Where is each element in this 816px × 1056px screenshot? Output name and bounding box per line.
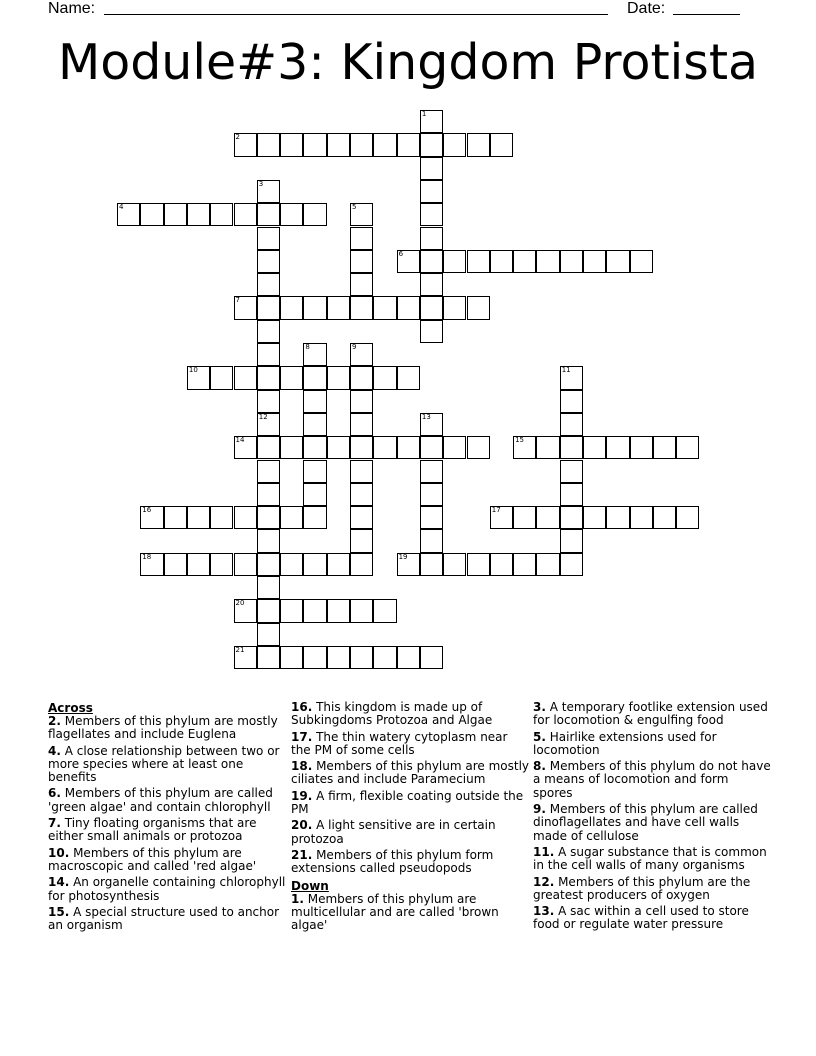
clue-item: [533, 701, 771, 728]
grid-cell[interactable]: [280, 296, 303, 319]
clue-number: 18: [142, 552, 152, 561]
grid-cell[interactable]: [350, 553, 373, 576]
grid-cell[interactable]: [350, 250, 373, 273]
grid-cell[interactable]: [560, 250, 583, 273]
grid-cell[interactable]: [420, 320, 443, 343]
grid-cell[interactable]: [583, 506, 606, 529]
clue-item-text: A close relationship between two or more species where at least one benefits: [48, 743, 280, 785]
grid-cell[interactable]: [536, 250, 559, 273]
grid-cell[interactable]: [350, 133, 373, 156]
grid-cell[interactable]: [373, 133, 396, 156]
grid-cell[interactable]: [420, 483, 443, 506]
grid-cell[interactable]: [257, 227, 280, 250]
grid-cell[interactable]: [420, 180, 443, 203]
grid-cell[interactable]: [443, 553, 466, 576]
grid-cell[interactable]: [560, 553, 583, 576]
grid-cell[interactable]: [257, 623, 280, 646]
clue-item-number: 17.: [291, 729, 313, 744]
clue-item-number: 1.: [291, 891, 304, 906]
grid-cell[interactable]: [420, 203, 443, 226]
clue-item: [48, 847, 286, 874]
grid-cell[interactable]: [303, 343, 326, 366]
grid-cell[interactable]: [327, 366, 350, 389]
grid-cell[interactable]: [560, 390, 583, 413]
grid-cell[interactable]: [234, 296, 257, 319]
grid-cell[interactable]: [210, 553, 233, 576]
grid-cell[interactable]: [280, 133, 303, 156]
clue-item: [48, 745, 286, 785]
grid-cell[interactable]: [513, 553, 536, 576]
grid-cell[interactable]: [164, 506, 187, 529]
clue-item-text: Members of this phylum are called 'green algae' and contain chlorophyll: [48, 786, 273, 814]
section-heading-down: Down: [291, 878, 329, 893]
clue-item-number: 18.: [291, 759, 313, 774]
grid-cell[interactable]: [397, 250, 420, 273]
clue-number: 8: [305, 343, 310, 351]
grid-cell[interactable]: [350, 227, 373, 250]
grid-cell[interactable]: [187, 203, 210, 226]
clue-number: 14: [235, 436, 245, 445]
grid-cell[interactable]: [397, 133, 420, 156]
clue-number: 9: [352, 343, 357, 351]
clue-item-number: 20.: [291, 818, 313, 833]
clue-item: [48, 876, 286, 903]
grid-cell[interactable]: [350, 366, 373, 389]
grid-cell[interactable]: [327, 296, 350, 319]
clue-item: [48, 817, 286, 844]
grid-cell[interactable]: [303, 413, 326, 436]
grid-cell[interactable]: [420, 133, 443, 156]
grid-cell[interactable]: [257, 390, 280, 413]
grid-cell[interactable]: [280, 366, 303, 389]
grid-cell[interactable]: [164, 203, 187, 226]
clue-item-text: Members of this phylum do not have a means of locomotion and form spores: [533, 759, 771, 800]
grid-cell[interactable]: [210, 506, 233, 529]
clue-item-text: Members of this phylum are macroscopic and called 'red algae': [48, 845, 257, 873]
grid-cell[interactable]: [303, 203, 326, 226]
grid-cell[interactable]: [350, 343, 373, 366]
clue-item: [291, 849, 529, 876]
grid-cell[interactable]: [234, 646, 257, 669]
grid-cell[interactable]: [303, 296, 326, 319]
grid-cell[interactable]: [350, 529, 373, 552]
clue-number: 19: [398, 552, 408, 561]
grid-cell[interactable]: [303, 460, 326, 483]
grid-cell[interactable]: [373, 436, 396, 459]
grid-cell[interactable]: [303, 506, 326, 529]
grid-cell[interactable]: [467, 250, 490, 273]
clue-item: [291, 701, 529, 728]
grid-cell[interactable]: [583, 436, 606, 459]
clue-item-number: 16.: [291, 700, 313, 714]
grid-cell[interactable]: [467, 133, 490, 156]
name-label: Name:: [48, 0, 96, 17]
clue-number: 21: [235, 645, 245, 654]
grid-cell[interactable]: [420, 553, 443, 576]
clue-item-number: 6.: [48, 786, 61, 801]
grid-cell[interactable]: [140, 506, 163, 529]
clue-item: [48, 906, 286, 933]
clue-number: 6: [398, 249, 404, 258]
clue-item: [291, 760, 529, 787]
page-title: Module#3: Kingdom Protista: [57, 34, 759, 91]
grid-cell[interactable]: [280, 553, 303, 576]
grid-cell[interactable]: [303, 553, 326, 576]
grid-cell[interactable]: [234, 133, 257, 156]
grid-cell[interactable]: [513, 250, 536, 273]
clue-column-1: [48, 701, 286, 935]
clue-item-number: 9.: [533, 802, 546, 817]
grid-cell[interactable]: [513, 436, 536, 459]
grid-cell[interactable]: [234, 506, 257, 529]
grid-cell[interactable]: [350, 483, 373, 506]
grid-cell[interactable]: [536, 553, 559, 576]
grid-cell[interactable]: [303, 599, 326, 622]
clue-item-number: 14.: [48, 875, 70, 890]
clue-item: [533, 846, 771, 873]
grid-cell[interactable]: [420, 157, 443, 180]
grid-cell[interactable]: [420, 227, 443, 250]
clue-item-text: Members of this phylum are the greatest producers of oxygen: [533, 874, 751, 902]
grid-cell[interactable]: [443, 296, 466, 319]
grid-cell[interactable]: [187, 506, 210, 529]
clue-item-number: 7.: [48, 816, 61, 831]
clue-item-number: 10.: [48, 845, 70, 860]
clue-item-text: Members of this phylum are mostly ciliates and include Paramecium: [291, 759, 530, 787]
clue-item-text: The thin watery cytoplasm near the PM of some cells: [291, 729, 508, 757]
grid-cell[interactable]: [140, 203, 163, 226]
grid-cell[interactable]: [350, 506, 373, 529]
grid-cell[interactable]: [350, 296, 373, 319]
clue-item: [291, 819, 529, 846]
grid-cell[interactable]: [257, 436, 280, 459]
grid-cell[interactable]: [373, 646, 396, 669]
grid-cell[interactable]: [257, 576, 280, 599]
grid-cell[interactable]: [420, 250, 443, 273]
clue-item: [533, 731, 771, 758]
grid-cell[interactable]: [420, 413, 443, 436]
clue-item-number: 19.: [291, 788, 313, 803]
clue-item-text: Hairlike extensions used for locomotion: [533, 729, 717, 757]
clue-item: [291, 790, 529, 817]
grid-cell[interactable]: [490, 133, 513, 156]
grid-cell[interactable]: [676, 436, 699, 459]
grid-cell[interactable]: [257, 553, 280, 576]
grid-cell[interactable]: [257, 460, 280, 483]
clue-number: 2: [235, 133, 240, 142]
clue-item-text: Tiny floating organisms that are either small animals or protozoa: [48, 816, 257, 844]
date-label: Date:: [627, 0, 666, 17]
grid-cell[interactable]: [280, 436, 303, 459]
grid-cell[interactable]: [443, 250, 466, 273]
grid-cell[interactable]: [327, 436, 350, 459]
section-heading-across: Across: [48, 701, 93, 715]
clue-item-text: An organelle containing chlorophyll for photosynthesis: [48, 875, 286, 903]
grid-cell[interactable]: [630, 436, 653, 459]
grid-cell[interactable]: [303, 646, 326, 669]
grid-cell[interactable]: [350, 203, 373, 226]
grid-cell[interactable]: [303, 436, 326, 459]
grid-cell[interactable]: [257, 646, 280, 669]
grid-cell[interactable]: [210, 203, 233, 226]
grid-cell[interactable]: [536, 436, 559, 459]
grid-cell[interactable]: [397, 296, 420, 319]
clue-item-number: 15.: [48, 904, 70, 919]
grid-cell[interactable]: [234, 553, 257, 576]
grid-cell[interactable]: [560, 483, 583, 506]
grid-cell[interactable]: [630, 506, 653, 529]
grid-cell[interactable]: [140, 553, 163, 576]
grid-cell[interactable]: [327, 646, 350, 669]
grid-cell[interactable]: [653, 436, 676, 459]
clue-number: 11: [561, 366, 571, 375]
clue-item-text: Members of this phylum are mostly flagellates and include Euglena: [48, 714, 278, 742]
clue-item-number: 5.: [533, 729, 546, 744]
grid-cell[interactable]: [350, 436, 373, 459]
grid-cell[interactable]: [560, 529, 583, 552]
grid-cell[interactable]: [397, 436, 420, 459]
clue-item: [533, 803, 771, 843]
clue-column-2: [291, 701, 529, 935]
clue-item-text: A special structure used to anchor an organism: [48, 904, 280, 933]
grid-cell[interactable]: [420, 506, 443, 529]
clue-number: 15: [515, 436, 525, 445]
grid-cell[interactable]: [630, 250, 653, 273]
clue-number: 13: [421, 412, 431, 421]
grid-cell[interactable]: [373, 599, 396, 622]
clue-item: [291, 893, 529, 933]
clue-item-number: 8.: [533, 759, 546, 774]
grid-cell[interactable]: [280, 599, 303, 622]
clue-number: 1: [421, 110, 427, 118]
grid-cell[interactable]: [234, 436, 257, 459]
grid-cell[interactable]: [373, 296, 396, 319]
grid-cell[interactable]: [490, 506, 513, 529]
clue-column-3: [533, 701, 771, 935]
grid-cell[interactable]: [350, 413, 373, 436]
grid-cell[interactable]: [350, 646, 373, 669]
grid-cell[interactable]: [560, 413, 583, 436]
grid-cell[interactable]: [280, 646, 303, 669]
grid-cell[interactable]: [234, 203, 257, 226]
clue-number: 20: [235, 599, 245, 608]
grid-cell[interactable]: [327, 553, 350, 576]
clue-item-text: Members of this phylum are called dinoflagellates and have cell walls made of cellulose: [533, 802, 758, 843]
grid-cell[interactable]: [117, 203, 140, 226]
grid-cell[interactable]: [397, 366, 420, 389]
clue-item-number: 21.: [291, 847, 313, 862]
grid-cell[interactable]: [560, 436, 583, 459]
grid-cell[interactable]: [420, 529, 443, 552]
clue-item-text: A sugar substance that is common in the cell walls of many organisms: [533, 844, 767, 873]
grid-cell[interactable]: [560, 460, 583, 483]
grid-cell[interactable]: [420, 436, 443, 459]
clue-item: [533, 905, 771, 932]
clue-number: 17: [491, 506, 501, 515]
grid-cell[interactable]: [397, 646, 420, 669]
grid-cell[interactable]: [257, 133, 280, 156]
grid-cell[interactable]: [676, 506, 699, 529]
clue-item-text: This kingdom is made up of Subkingdoms Protozoa and Algae: [291, 700, 493, 728]
grid-cell[interactable]: [513, 506, 536, 529]
grid-cell[interactable]: [257, 273, 280, 296]
clue-number: 4: [119, 203, 124, 212]
clue-number: 5: [352, 203, 357, 212]
clue-item: [48, 787, 286, 814]
clue-item-text: Members of this phylum are multicellular and are called 'brown algae': [291, 891, 499, 933]
clue-number: 16: [142, 506, 152, 515]
grid-cell[interactable]: [653, 506, 676, 529]
grid-cell[interactable]: [303, 390, 326, 413]
grid-cell[interactable]: [257, 343, 280, 366]
grid-cell[interactable]: [420, 460, 443, 483]
grid-cell[interactable]: [327, 133, 350, 156]
grid-cell[interactable]: [210, 366, 233, 389]
grid-cell[interactable]: [303, 133, 326, 156]
clue-item-text: Members of this phylum form extensions called pseudopods: [291, 847, 494, 876]
grid-cell[interactable]: [350, 599, 373, 622]
clue-item-number: 2.: [48, 714, 61, 728]
grid-cell[interactable]: [187, 553, 210, 576]
grid-cell[interactable]: [350, 273, 373, 296]
grid-cell[interactable]: [257, 599, 280, 622]
grid-cell[interactable]: [327, 599, 350, 622]
grid-cell[interactable]: [303, 366, 326, 389]
grid-cell[interactable]: [420, 110, 443, 133]
grid-cell[interactable]: [606, 250, 629, 273]
grid-cell[interactable]: [257, 366, 280, 389]
grid-cell[interactable]: [606, 506, 629, 529]
grid-cell[interactable]: [257, 529, 280, 552]
grid-cell[interactable]: [280, 506, 303, 529]
grid-cell[interactable]: [606, 436, 629, 459]
clue-number: 10: [188, 366, 198, 375]
grid-cell[interactable]: [257, 506, 280, 529]
clue-number: 7: [235, 296, 240, 305]
grid-cell[interactable]: [257, 296, 280, 319]
grid-cell[interactable]: [234, 599, 257, 622]
grid-cell[interactable]: [187, 366, 210, 389]
clue-item-number: 3.: [533, 700, 546, 714]
grid-cell[interactable]: [560, 506, 583, 529]
grid-cell[interactable]: [583, 250, 606, 273]
clue-number: 3: [258, 179, 264, 188]
grid-cell[interactable]: [257, 413, 280, 436]
clue-item-text: A firm, flexible coating outside the PM: [291, 788, 524, 817]
grid-cell[interactable]: [420, 273, 443, 296]
grid-cell[interactable]: [257, 250, 280, 273]
clue-item-text: A sac within a cell used to store food or regulate water pressure: [533, 904, 749, 932]
clue-item-text: A light sensitive are in certain protozoa: [291, 818, 496, 846]
grid-cell[interactable]: [490, 250, 513, 273]
grid-cell[interactable]: [257, 483, 280, 506]
clue-number: 12: [258, 412, 268, 421]
clue-item-number: 12.: [533, 874, 555, 889]
grid-cell[interactable]: [467, 296, 490, 319]
grid-cell[interactable]: [397, 553, 420, 576]
grid-cell[interactable]: [443, 133, 466, 156]
grid-cell[interactable]: [490, 553, 513, 576]
clue-item-text: A temporary footlike extension used for locomotion & engulfing food: [533, 700, 768, 728]
clue-item-number: 13.: [533, 904, 555, 919]
grid-cell[interactable]: [257, 320, 280, 343]
grid-cell[interactable]: [373, 366, 396, 389]
grid-cell[interactable]: [467, 436, 490, 459]
clue-item-number: 11.: [533, 844, 555, 859]
grid-cell[interactable]: [303, 483, 326, 506]
grid-cell[interactable]: [536, 506, 559, 529]
grid-cell[interactable]: [350, 460, 373, 483]
grid-cell[interactable]: [350, 390, 373, 413]
grid-cell[interactable]: [257, 203, 280, 226]
grid-cell[interactable]: [467, 553, 490, 576]
grid-cell[interactable]: [420, 646, 443, 669]
grid-cell[interactable]: [420, 296, 443, 319]
grid-cell[interactable]: [280, 203, 303, 226]
clue-item: [48, 715, 286, 742]
grid-cell[interactable]: [164, 553, 187, 576]
clue-item-number: 4.: [48, 743, 61, 758]
grid-cell[interactable]: [234, 366, 257, 389]
grid-cell[interactable]: [257, 180, 280, 203]
clue-item: [291, 731, 529, 758]
grid-cell[interactable]: [560, 366, 583, 389]
grid-cell[interactable]: [443, 436, 466, 459]
clue-item: [533, 876, 771, 903]
clue-item: [533, 760, 771, 800]
